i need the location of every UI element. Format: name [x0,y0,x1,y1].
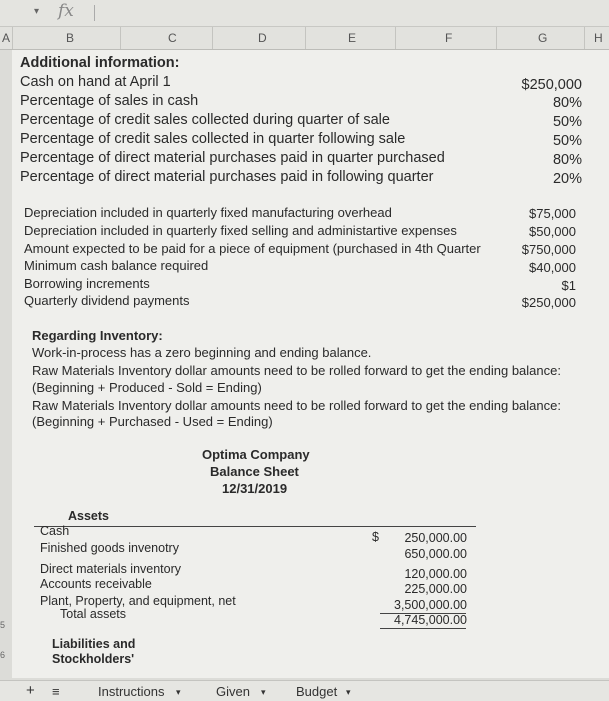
bs-row-value: 120,000.00 [404,567,467,581]
row-marker: 6 [0,650,6,660]
name-box-dropdown-icon[interactable]: ▾ [34,6,40,17]
expense-label: Depreciation included in quarterly fixed selling and administartive expenses [24,223,457,238]
col-divider [496,27,497,49]
col-divider [395,27,396,49]
expense-label: Minimum cash balance required [24,258,209,273]
col-divider [120,27,121,49]
row-marker: 5 [0,620,6,630]
bs-row-label: Finished goods invenotry [40,541,179,555]
column-header-c[interactable]: C [168,31,177,45]
bs-row-label: Direct materials inventory [40,562,182,576]
fx-icon[interactable]: fx [58,1,74,21]
expense-label: Depreciation included in quarterly fixed manufacturing overhead [24,205,392,220]
formula-bar [0,0,609,27]
liabilities-label: Liabilities and [52,637,136,651]
bs-row-value: 250,000.00 [404,531,467,545]
expense-value: $40,000 [529,260,576,275]
additional-label: Percentage of credit sales collected during quarter of sale [20,112,390,128]
tab-caret-icon[interactable]: ▾ [176,687,181,697]
stockholders-label: Stockholders' [52,652,135,666]
tab-caret-icon[interactable]: ▾ [261,687,266,697]
total-assets-label: Total assets [60,607,127,621]
inventory-line: (Beginning + Purchased - Used = Ending) [32,414,273,429]
additional-value: 20% [552,171,582,187]
column-header-e[interactable]: E [348,31,357,45]
company-name: Optima Company [202,447,310,462]
additional-label: Percentage of credit sales collected in quarter following sale [20,131,406,147]
additional-label: Cash on hand at April 1 [20,74,171,90]
inventory-line: Work-in-process has a zero beginning and ending balance. [32,345,372,360]
column-header-b[interactable]: B [66,31,75,45]
formula-separator [94,5,95,21]
additional-label: Percentage of sales in cash [20,93,199,109]
sheet-list-icon[interactable]: ≡ [52,684,60,699]
column-header-f[interactable]: F [445,31,453,45]
additional-label: Percentage of direct material purchases paid in following quarter [20,169,434,185]
additional-value: 50% [552,114,582,130]
expense-value: $50,000 [529,224,576,239]
inventory-line: Raw Materials Inventory dollar amounts need to be rolled forward to get the ending balance: [32,363,561,378]
bs-row-value: 650,000.00 [404,547,467,561]
assets-underline [34,526,476,527]
column-header-d[interactable]: D [258,31,267,45]
inventory-line: Raw Materials Inventory dollar amounts need to be rolled forward to get the ending balance: [32,398,561,413]
col-divider [12,27,13,49]
bs-row-label: Accounts receivable [40,577,152,591]
total-assets-value: 4,745,000.00 [394,613,467,627]
expense-value: $750,000 [521,242,576,257]
col-divider [584,27,585,49]
balance-sheet-title: Balance Sheet [210,464,299,479]
tab-given[interactable]: Given [216,684,250,699]
row-header-corner: A [2,31,11,45]
expense-label: Borrowing increments [24,276,150,291]
balance-sheet-date: 12/31/2019 [222,481,288,496]
column-header-h[interactable]: H [594,31,603,45]
bs-row-value: 225,000.00 [404,582,467,596]
column-header-g[interactable]: G [538,31,548,45]
total-double-rule [380,628,466,629]
tab-caret-icon[interactable]: ▾ [346,687,351,697]
currency-symbol: $ [372,530,379,544]
inventory-title: Regarding Inventory: [32,328,163,343]
additional-value: 80% [552,152,582,168]
inventory-line: (Beginning + Produced - Sold = Ending) [32,380,262,395]
tab-budget[interactable]: Budget [296,684,338,699]
col-divider [212,27,213,49]
bs-row-label: Plant, Property, and equipment, net [40,594,236,608]
expense-label: Quarterly dividend payments [24,293,190,308]
additional-info-title: Additional information: [20,55,180,71]
bs-row-label: Cash [40,524,70,538]
additional-value: 50% [552,133,582,149]
additional-value: $250,000 [521,77,582,93]
expense-label: Amount expected to be paid for a piece of equipment (purchased in 4th Quarter [24,241,481,256]
expense-value: $250,000 [521,295,576,310]
expense-value: $75,000 [529,206,576,221]
tab-instructions[interactable]: Instructions [98,684,165,699]
sheet-tab-bar [0,680,609,701]
col-divider [305,27,306,49]
additional-label: Percentage of direct material purchases paid in quarter purchased [20,150,445,166]
assets-header: Assets [68,509,109,523]
sheet-area[interactable] [12,50,609,678]
bs-row-value: 3,500,000.00 [394,598,467,612]
additional-value: 80% [552,95,582,111]
add-sheet-icon[interactable]: + [26,682,35,699]
expense-value: $1 [561,278,576,293]
